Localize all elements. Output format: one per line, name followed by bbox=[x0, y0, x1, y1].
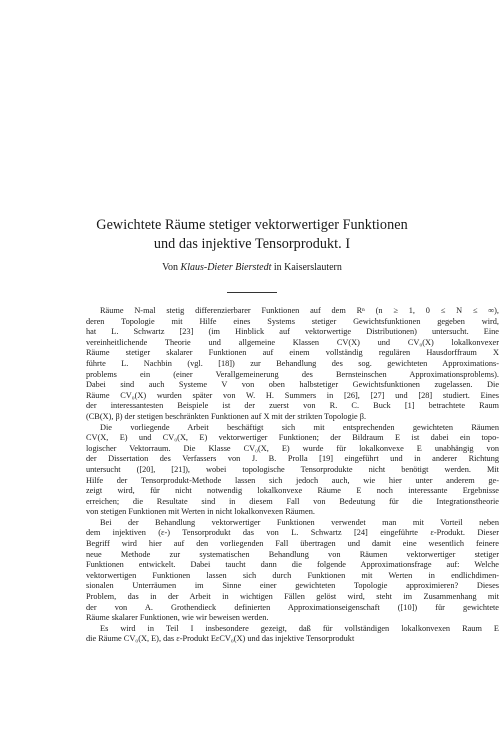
body-line: Es wird in Teil I insbesondere gezeigt, daß für vollständigen lokalkonvexen Raum E bbox=[100, 623, 499, 633]
body-line: Bei der Behandlung vektorwertiger Funktionen verwendet man mit Vorteil neben bbox=[100, 517, 499, 527]
body-line: sionalen Unterräumen im Sinne einer gewichteten Topologie approximieren? Dieses bbox=[86, 581, 499, 591]
body-line: CV(X, E) und CV₀(X, E) vektorwertiger Funktionen; der Bildraum E ist dabei ein topo- bbox=[86, 433, 499, 443]
body-line: der von A. Grothendieck definierten Approximationseigenschaft ([10]) für gewichtete bbox=[86, 602, 499, 612]
body-line: neue Methode zur systematischen Behandlung von Räumen vektorwertiger stetiger bbox=[86, 549, 499, 559]
body-line: Räume skalarer Funktionen, wie wir beweisen werden. bbox=[86, 613, 269, 623]
body-paragraph bbox=[86, 423, 499, 518]
paper-body bbox=[86, 306, 499, 645]
author-prefix: Von bbox=[162, 262, 179, 273]
body-line: von stetigen Funktionen mit Werten in nicht lokalkonvexen Räumen. bbox=[86, 507, 315, 517]
body-line: Räume CV₀(X) wurden später von W. H. Summers in [26], [27] und [28] studiert. Eines bbox=[86, 390, 499, 400]
body-line: der interessantesten Beispiele ist der zuerst von R. C. Buck [1] betrachtete Raum bbox=[86, 401, 499, 411]
body-line: Die vorliegende Arbeit beschäftigt sich mit entsprechenden gewichteten Räumen bbox=[100, 422, 499, 432]
body-line: vektorwertigen Funktionen lassen sich durch Funktionen mit Werten in endlichdimen- bbox=[86, 570, 499, 580]
body-line: Räume stetiger skalarer Funktionen auf einem vollständig regulären Hausdorffraum X bbox=[86, 348, 499, 358]
body-line: Problem, das in der Arbeit in wichtigen Fällen gelöst wird, steht im Zusammenhang mit bbox=[86, 592, 499, 602]
body-line: zeigt wird, für nicht notwendig lokalkonvexe Räume E noch interessante Ergebnisse bbox=[86, 486, 499, 496]
body-line: Funktionen entwickelt. Dabei taucht dann die folgende Approximationsfrage auf: Welche bbox=[86, 560, 499, 570]
body-line: erreichen; die Resultate sind in diesem Fall von Bedeutung für die Integrationstheorie bbox=[86, 496, 499, 506]
body-paragraph bbox=[86, 306, 499, 423]
body-line: (CB(X), β) der stetigen beschränkten Funktionen auf X mit der strikten Topologie β. bbox=[86, 411, 367, 421]
author-name: Klaus-Dieter Bierstedt bbox=[180, 262, 272, 273]
body-paragraph bbox=[86, 518, 499, 624]
body-line: deren Topologie mit Hilfe eines Systems stetiger Gewichtsfunktionen gegeben wird, bbox=[86, 316, 499, 326]
body-line: untersucht ([20], [21]), wobei topologische Tensorprodukte nicht benötigt werden. Mit bbox=[86, 464, 499, 474]
body-line: hat L. Schwartz [23] (im Hinblick auf vektorwertige Distributionen) untersucht. Eine bbox=[86, 327, 499, 337]
body-line: Dabei sind auch Systeme V von oben halbstetiger Gewichtsfunktionen zugelassen. Die bbox=[86, 380, 499, 390]
body-line: logischer Vektorraum. Die Klasse CV₀(X, E) wurde für lokalkonvexe E unabhängig von bbox=[86, 443, 499, 453]
body-line: dem injektiven (ε-) Tensorprodukt das von L. Schwartz [24] eingeführte ε-Produkt. Dieser bbox=[86, 528, 499, 538]
author-affiliation: in Kaiserslautern bbox=[273, 262, 342, 273]
body-line: Räume N-mal stetig differenzierbarer Funktionen auf dem Rⁿ (n ≥ 1, 0 ≤ N ≤ ∞), bbox=[100, 306, 499, 315]
body-line: führte L. Nachbin (vgl. [18]) zur Behandlung des sog. gewichteten Approximations- bbox=[86, 358, 499, 368]
body-line: Begriff wird hier auf den vorliegenden Fall übertragen und damit eine wesentlich feinere bbox=[86, 539, 499, 549]
body-line: Hilfe der Tensorprodukt-Methode lassen sich jedoch auch, wie hier unter anderem ge- bbox=[86, 475, 499, 485]
paper-title-line-1: Gewichtete Räume stetiger vektorwertiger Funktionen bbox=[96, 217, 408, 233]
author-line bbox=[60, 261, 444, 274]
body-line: der Dissertation des Verfassers von J. B. Prolla [19] eingeführt und in anderer Richtung bbox=[86, 454, 499, 464]
body-paragraph bbox=[86, 624, 499, 645]
title-separator-rule bbox=[227, 292, 277, 293]
body-line: vereinheitlichende Theorie und allgemeine Klassen CV(X) und CV₀(X) lokalkonvexer bbox=[86, 337, 499, 347]
body-line: problems ein (einer Verallgemeinerung des Bernsteinschen Approximationsproblems). bbox=[86, 369, 499, 379]
paper-title-line-2: und das injektive Tensorprodukt. I bbox=[153, 236, 351, 252]
body-line: die Räume CV₀(X, E), das ε-Produkt EεCV₀(X) und das injektive Tensorprodukt bbox=[86, 634, 355, 644]
